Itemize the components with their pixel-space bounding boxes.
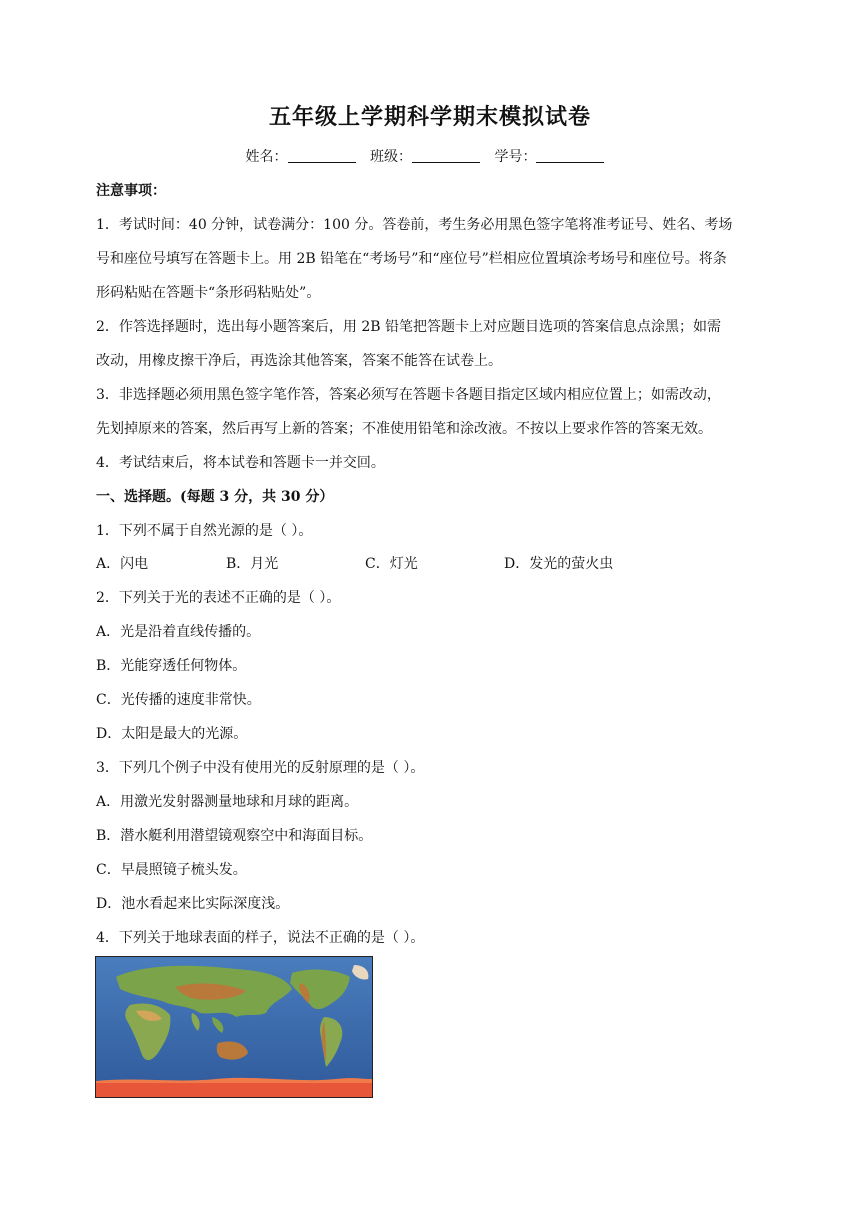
notice-line: 2．作答选择题时，选出每小题答案后，用 2B 铅笔把答题卡上对应题目选项的答案信息点涂黑；如需 [96,319,722,335]
q1-option-b: B．月光 [226,556,279,572]
notice-line: 1．考试时间：40 分钟，试卷满分：100 分。答卷前，考生务必用黑色签字笔将准考证号、姓名、考场 [96,217,733,233]
id-label: 学号： [494,149,537,165]
q3-option-d: D．池水看起来比实际深度浅。 [96,896,290,912]
notice-line: 先划掉原来的答案，然后再写上新的答案；不准使用铅笔和涂改液。不按以上要求作答的答案无效。 [96,421,712,437]
q2-option-b: B．光能穿透任何物体。 [96,658,247,674]
id-blank[interactable] [536,148,604,163]
q2-option-d: D．太阳是最大的光源。 [96,726,248,742]
notice-line: 形码粘贴在答题卡“条形码粘贴处”。 [96,285,321,301]
class-blank[interactable] [412,148,480,163]
q3-option-a: A．用激光发射器测量地球和月球的距离。 [96,794,359,810]
student-info [0,146,860,166]
notice-line: 4．考试结束后，将本试卷和答题卡一并交回。 [96,455,385,471]
world-map-image [95,956,373,1098]
q2-option-a: A．光是沿着直线传播的。 [96,624,261,640]
question-2-stem: 2．下列关于光的表述不正确的是（ ）。 [96,590,341,606]
notice-line: 改动，用橡皮擦干净后，再选涂其他答案，答案不能答在试卷上。 [96,353,502,369]
notice-line: 号和座位号填写在答题卡上。用 2B 铅笔在“考场号”和“座位号”栏相应位置填涂考场号和座位号。将条 [96,251,727,267]
name-label: 姓名： [245,149,288,165]
name-blank[interactable] [288,148,356,163]
exam-title: 五年级上学期科学期末模拟试卷 [268,104,591,130]
q3-option-c: C．早晨照镜子梳头发。 [96,862,247,878]
q1-option-d: D．发光的萤火虫 [504,556,614,572]
question-3-stem: 3．下列几个例子中没有使用光的反射原理的是（ ）。 [96,760,425,776]
world-map-svg [96,957,372,1097]
notice-heading: 注意事项： [96,183,166,199]
q1-option-a: A．闪电 [96,556,149,572]
q2-option-c: C．光传播的速度非常快。 [96,692,261,708]
class-label: 班级： [370,149,412,165]
question-4-stem: 4．下列关于地球表面的样子，说法不正确的是（ ）。 [96,930,425,946]
notice-line: 3．非选择题必须用黑色签字笔作答，答案必须写在答题卡各题目指定区域内相应位置上；如需改动， [96,387,721,403]
section-heading: 一、选择题。(每题 3 分，共 30 分） [96,489,334,505]
q3-option-b: B．潜水艇利用潜望镜观察空中和海面目标。 [96,828,373,844]
q1-option-c: C．灯光 [365,556,418,572]
question-1-stem: 1．下列不属于自然光源的是（ ）。 [96,523,313,539]
